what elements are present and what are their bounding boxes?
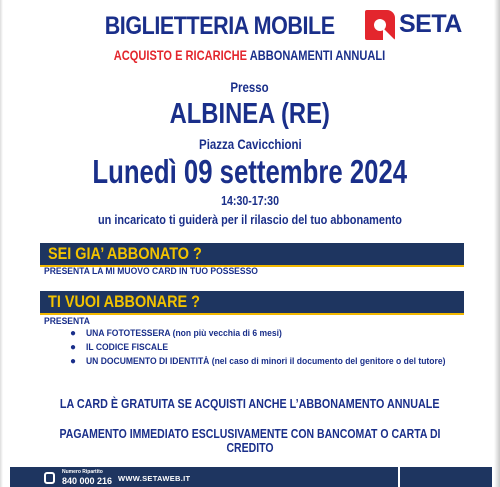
subtitle-red: ACQUISTO E RICARICHE	[114, 48, 248, 63]
bullet-icon: ●	[70, 356, 77, 367]
phone-number: 840 000 216	[62, 476, 113, 486]
requirements-list	[70, 327, 470, 369]
page-title: BIGLIETTERIA MOBILE	[105, 12, 335, 40]
bullet-icon: ●	[70, 342, 77, 353]
payment-notice: PAGAMENTO IMMEDIATO ESCLUSIVAMENTE CON BANCOMAT O CARTA DI CREDITO	[59, 427, 441, 455]
seta-logo	[365, 8, 462, 46]
event-date: Lunedì 09 settembre 2024	[92, 153, 408, 190]
page-edge-right	[494, 0, 500, 487]
subscribed-heading: SEI GIA’ ABBONATO ?	[48, 244, 202, 263]
agent-note: un incaricato ti guiderà per il rilascio del tuo abbonamento	[97, 212, 403, 227]
new-subscription-heading: TI VUOI ABBONARE ?	[48, 292, 201, 311]
phone-label: Numero Ripartito	[62, 469, 103, 475]
subtitle	[0, 48, 500, 63]
phone-icon	[44, 472, 55, 484]
list-item: ● IL CODICE FISCALE	[70, 342, 169, 353]
website-link[interactable]: WWW.SETAWEB.IT	[118, 474, 191, 483]
presso-label: Presso	[230, 80, 270, 95]
list-item: ● UNA FOTOTESSERA (non più vecchia di 6 mesi)	[70, 328, 282, 339]
seta-logo-text: SETA	[399, 10, 462, 38]
seta-logo-icon	[365, 10, 395, 40]
new-subscription-intro: PRESENTA	[44, 316, 90, 327]
footer-bar	[10, 467, 398, 487]
footer-bar-right	[400, 467, 492, 487]
subtitle-blue: ABBONAMENTI ANNUALI	[250, 48, 386, 63]
city-name: ALBINEA (RE)	[169, 98, 331, 130]
bullet-icon: ●	[70, 328, 77, 339]
card-free-notice: LA CARD È GRATUITA SE ACQUISTI ANCHE L’ABBONAMENTO ANNUALE	[60, 397, 440, 411]
street-name: Piazza Cavicchioni	[198, 137, 302, 152]
subscribed-section-bar	[40, 243, 464, 267]
new-subscription-section-bar	[40, 291, 464, 315]
page-edge-left	[0, 0, 3, 487]
list-item: ● UN DOCUMENTO DI IDENTITÀ (nel caso di minori il documento del genitore o del tutore)	[70, 356, 446, 367]
subscribed-text: PRESENTA LA MI MUOVO CARD IN TUO POSSESSO	[44, 266, 258, 277]
event-hours: 14:30-17:30	[221, 194, 279, 208]
